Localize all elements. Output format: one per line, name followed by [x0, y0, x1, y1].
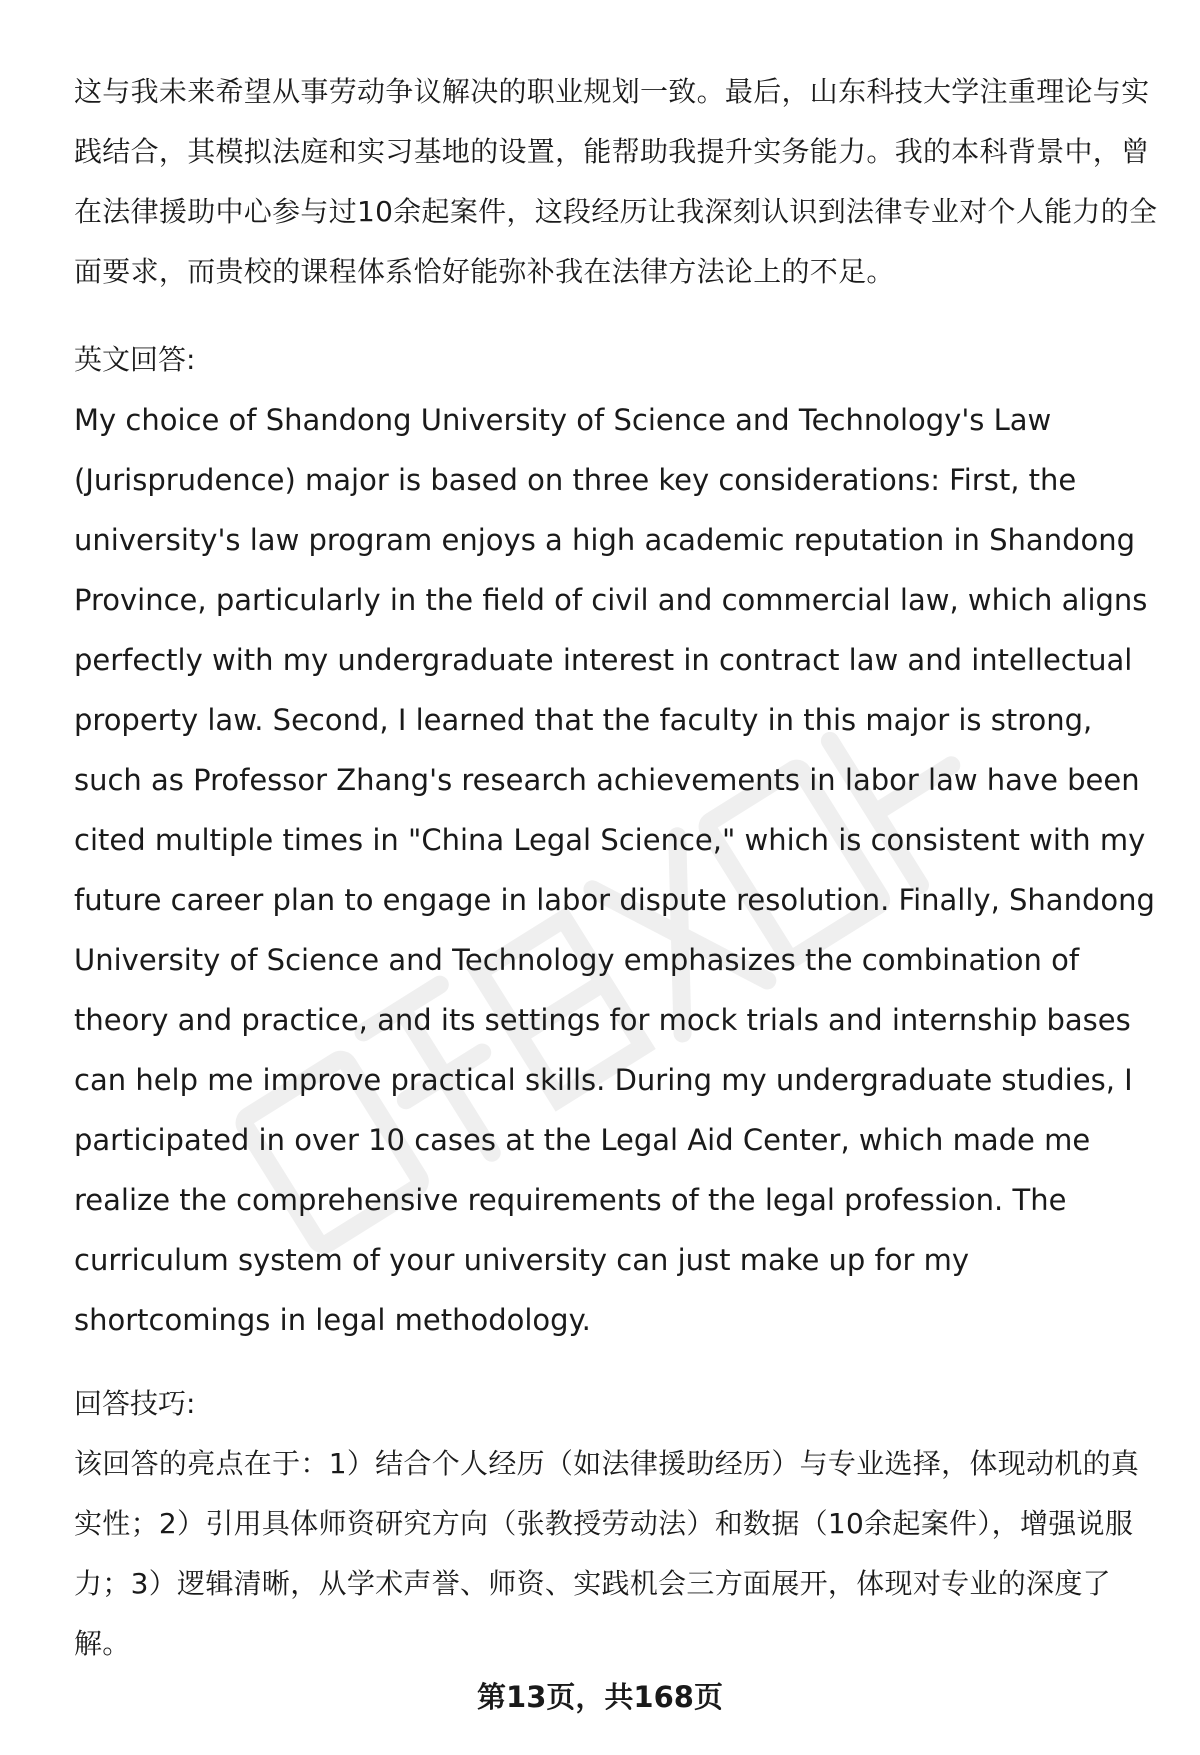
- english-answer-body: My choice of Shandong University of Science and Technology's Law (Jurisprudence) major is based on three key considerations: First, the university's law program enjoys a high academic reputation in Shandong Province, particularly in the field of civil and commercial law, which aligns perfectly with my undergraduate interest in contract law and intellectual property law. Second, I learned that the faculty in this major is strong, such as Professor Zhang's research achievements in labor law have been cited multiple times in "China Legal Science," which is consistent with my future career plan to engage in labor dispute resolution. Finally, Shandong University of Science and Technology emphasizes the combination of theory and practice, and its settings for mock trials and internship bases can help me improve practical skills. During my undergraduate studies, I participated in over 10 cases at the Legal Aid Center, which made me realize the comprehensive requirements of the legal profession. The curriculum system of your university can just make up for my shortcomings in legal methodology.: [74, 403, 1155, 1337]
- answer-tips-section: [74, 1374, 1164, 1674]
- page-number: 第13页，共168页: [477, 1680, 723, 1714]
- main-content: [74, 62, 1164, 1674]
- intro-paragraph: 这与我未来希望从事劳动争议解决的职业规划一致。最后，山东科技大学注重理论与实践结合，其模拟法庭和实习基地的设置，能帮助我提升实务能力。我的本科背景中，曾在法律援助中心参与过10余起案件，这段经历让我深刻认识到法律专业对个人能力的全面要求，而贵校的课程体系恰好能弥补我在法律方法论上的不足。: [74, 75, 1158, 288]
- english-answer-heading: 英文回答:: [74, 343, 196, 376]
- english-answer-section: [74, 330, 1164, 1350]
- answer-tips-heading: 回答技巧:: [74, 1387, 196, 1420]
- answer-tips-body: 该回答的亮点在于：1）结合个人经历（如法律援助经历）与专业选择，体现动机的真实性；2）引用具体师资研究方向（张教授劳动法）和数据（10余起案件），增强说服力；3）逻辑清晰，从学术声誉、师资、实践机会三方面展开，体现对专业的深度了解。: [74, 1447, 1140, 1660]
